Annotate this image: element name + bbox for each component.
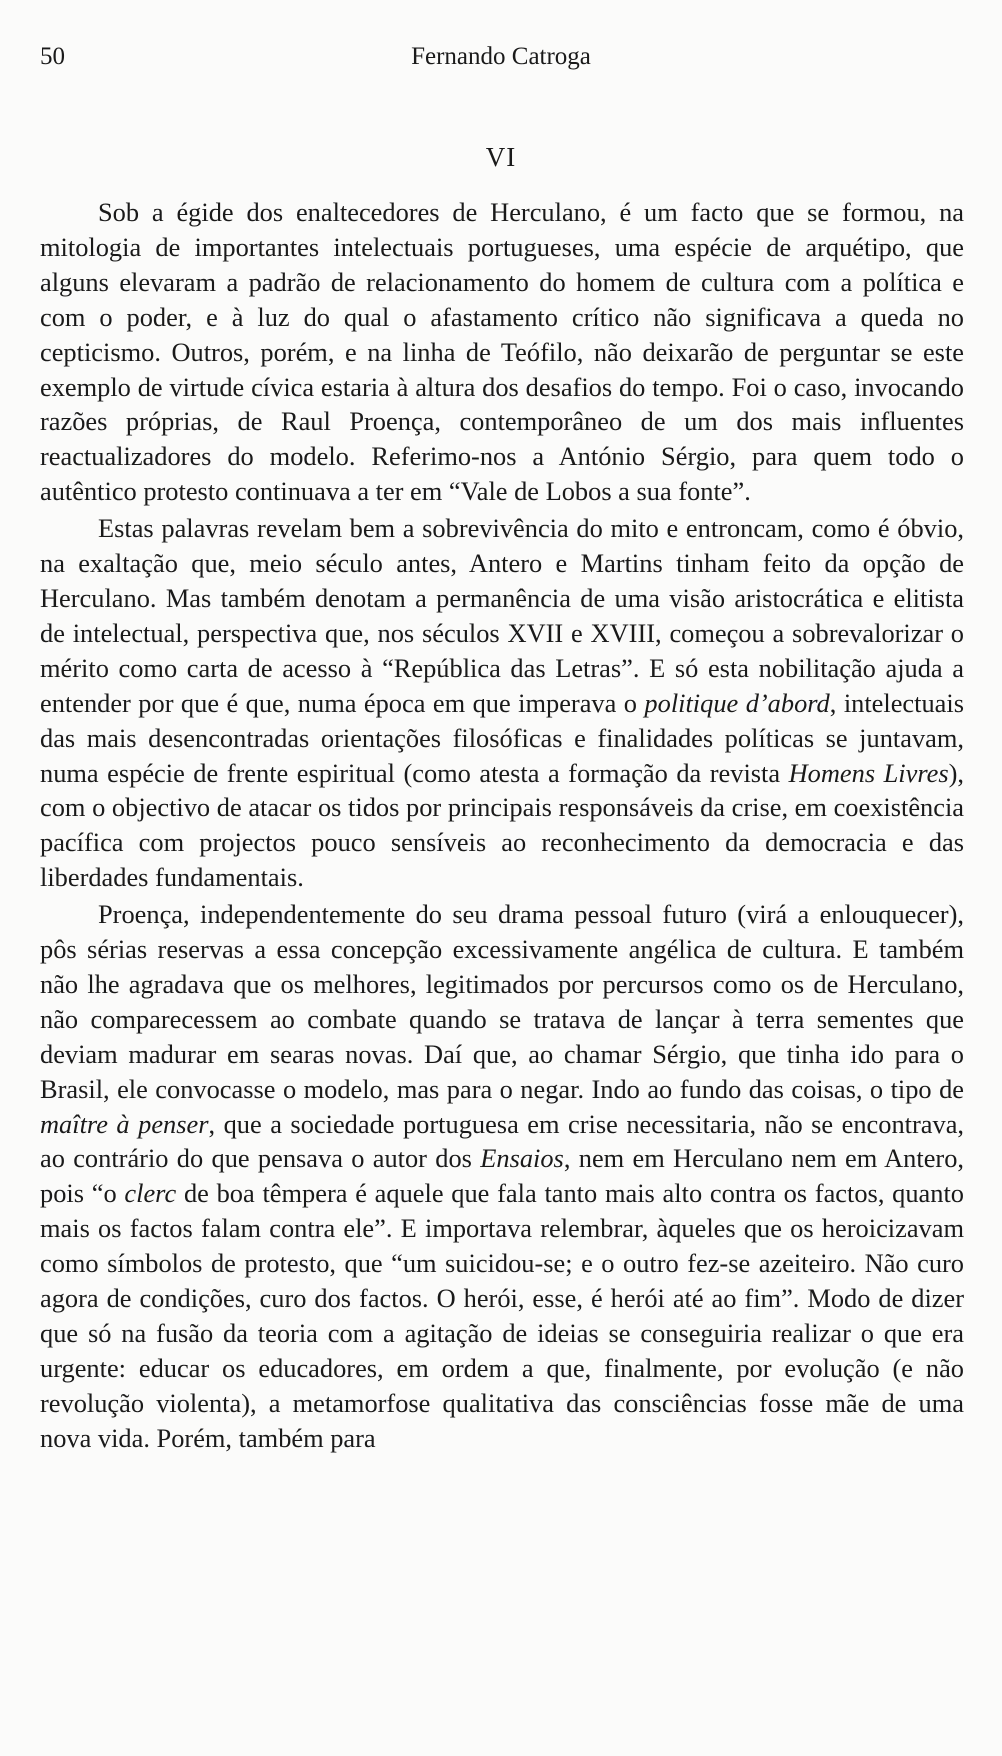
italic-text: Homens Livres [788, 757, 949, 788]
page-number: 50 [40, 43, 65, 70]
italic-text: politique d’abord [644, 687, 830, 718]
paragraph-text: , que a sociedade portuguesa em crise necessitaria, não se encontrava, ao contrário do que pensava o autor dos [40, 1108, 965, 1174]
body-text [40, 195, 964, 1458]
paragraph [40, 897, 964, 1456]
paragraph-text: ), com o objectivo de atacar os tidos por principais responsáveis da crise, em coexistência pacífica com projectos pouco sensíveis ao reconhecimento da democracia e das liberdades fundamentais. [40, 757, 964, 893]
page-header [40, 40, 962, 74]
paragraph-text: Sob a égide dos enaltecedores de Herculano, é um facto que se formou, na mitologia de importantes intelectuais portugueses, uma espécie de arquétipo, que alguns elevaram a padrão de relacionamento do homem de cultura com a política e com o poder, e à luz do qual o afastamento crítico não significava a queda no cepticismo. Outros, porém, e na linha de Teófilo, não deixarão de perguntar se este exemplo de virtude cívica estaria à altura dos desafios do tempo. Foi o caso, invocando razões próprias, de Raul Proença, contemporâneo de um dos mais influentes reactualizadores do modelo. Referimo-nos a António Sérgio, para quem todo o autêntico protesto continuava a ter em “Vale de Lobos a sua fonte”. [40, 197, 964, 507]
paragraph [40, 511, 964, 895]
paragraph [40, 195, 964, 509]
paragraph-text: , nem em Herculano nem em Antero, pois “o [40, 1143, 965, 1209]
italic-text: maître à penser [40, 1108, 209, 1139]
running-head-author: Fernando Catroga [411, 43, 591, 70]
section-heading: VI [485, 142, 517, 172]
italic-text: clerc [124, 1178, 177, 1209]
paragraph-text: de boa têmpera é aquele que fala tanto mais alto contra os factos, quanto mais os factos falam contra ele”. E importava relembrar, àqueles que os heroicizavam como símbolos de protesto, que “um suicidou-se; e o outro fez-se azeiteiro. Não curo agora de condições, curo dos factos. O herói, esse, é herói até ao fim”. Modo de dizer que só na fusão da teoria com a agitação de ideias se conseguiria realizar o que era urgente: educar os educadores, em ordem a que, finalmente, por evolução (e não revolução violenta), a metamorfose qualitativa das consciências fosse mãe de uma nova vida. Porém, também para [40, 1178, 964, 1453]
paragraph-text: Proença, independentemente do seu drama pessoal futuro (virá a enlouquecer), pôs sérias reservas a essa concepção excessivamente angélica de cultura. E também não lhe agradava que os melhores, legitimados por percursos como os de Herculano, não comparecessem ao combate quando se tratava de lançar à terra sementes que deviam madurar em searas novas. Daí que, ao chamar Sérgio, que tinha ido para o Brasil, ele convocasse o modelo, mas para o negar. Indo ao fundo das coisas, o tipo de [40, 899, 964, 1104]
paragraph-text: , intelectuais das mais desencontradas orientações filosóficas e finalidades políticas se juntavam, numa espécie de frente espiritual (como atesta a formação da revista [40, 687, 964, 788]
paragraph-text: Estas palavras revelam bem a sobrevivência do mito e entroncam, como é óbvio, na exaltação que, meio século antes, Antero e Martins tinham feito da opção de Herculano. Mas também denotam a permanência de uma visão aristocrática e elitista de intelectual, perspectiva que, nos séculos XVII e XVIII, começou a sobrevalorizar o mérito como carta de acesso à “República das Letras”. E só esta nobilitação ajuda a entender por que é que, numa época em que imperava o [40, 513, 964, 718]
italic-text: Ensaios [480, 1143, 564, 1174]
